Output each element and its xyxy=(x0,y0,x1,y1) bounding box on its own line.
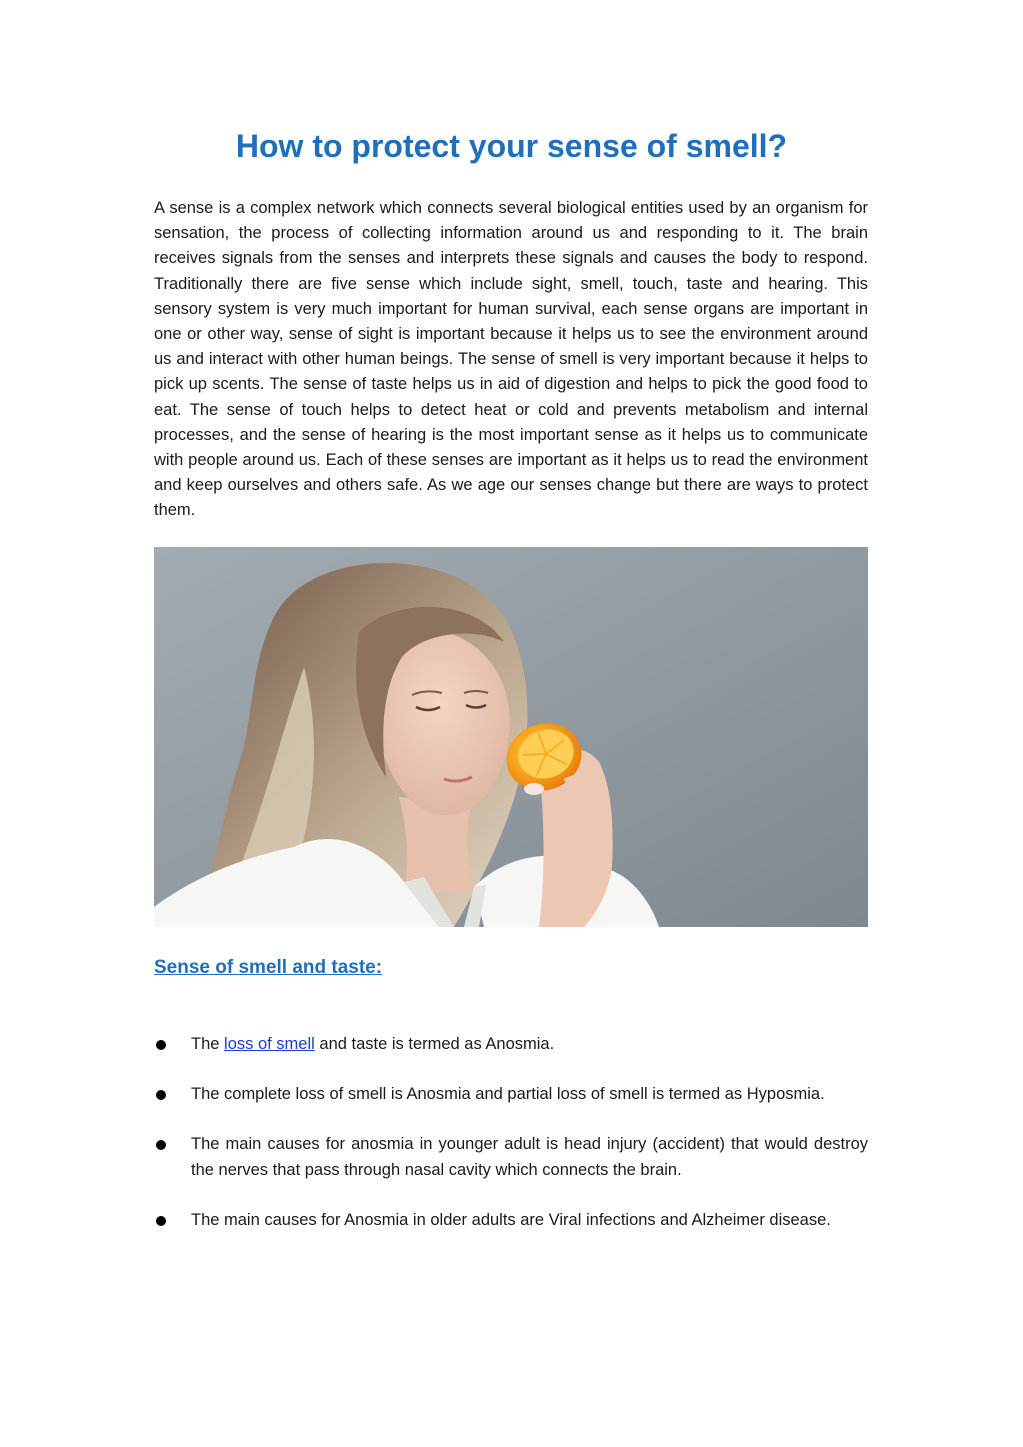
bullet-icon xyxy=(156,1216,166,1226)
bullet-text: The main causes for anosmia in younger adult is head injury (accident) that would destroy the nerves that pass through nasal cavity which connects the brain. xyxy=(191,1135,868,1179)
woman-smelling-orange-photo xyxy=(154,547,868,927)
bullet-text-after: and taste is termed as Anosmia. xyxy=(314,1035,555,1053)
list-item xyxy=(154,1208,868,1233)
bullet-icon xyxy=(156,1090,166,1100)
bullet-text: The main causes for Anosmia in older adults are Viral infections and Alzheimer disease. xyxy=(191,1210,831,1229)
page-title: How to protect your sense of smell? xyxy=(235,128,788,164)
bullet-text-before: The xyxy=(191,1035,225,1053)
bullet-icon xyxy=(156,1040,166,1050)
section-heading: Sense of smell and taste: xyxy=(154,957,383,978)
list-item xyxy=(154,1132,868,1182)
list-item xyxy=(154,1032,868,1057)
loss-of-smell-link[interactable]: loss of smell xyxy=(224,1035,315,1053)
bullet-text: The complete loss of smell is Anosmia and partial loss of smell is termed as Hyposmia. xyxy=(191,1085,825,1104)
intro-paragraph: A sense is a complex network which connects several biological entities used by an organism for sensation, the process of collecting information around us and responding to it. The brain receives signals from the senses and interprets these signals and causes the body to respond. Traditionally there are five sense which include sight, smell, touch, taste and hearing. This sensory system is very much important for human survival, each sense organs are important in one or other way, sense of sight is important because it helps us to see the environment around us and interact with other human beings. The sense of smell is very important because it helps to pick up scents. The sense of taste helps us in aid of digestion and helps to pick the good food to eat. The sense of touch helps to detect heat or cold and prevents metabolism and internal processes, and the sense of hearing is the most important sense as it helps us to communicate with people around us. Each of these senses are important as it helps us to read the environment and keep ourselves and others safe. As we age our senses change but there are ways to protect them. xyxy=(154,199,868,520)
bullet-icon xyxy=(156,1140,166,1150)
bullet-list xyxy=(154,1032,868,1258)
list-item xyxy=(154,1082,868,1107)
photo-illustration xyxy=(154,547,868,927)
